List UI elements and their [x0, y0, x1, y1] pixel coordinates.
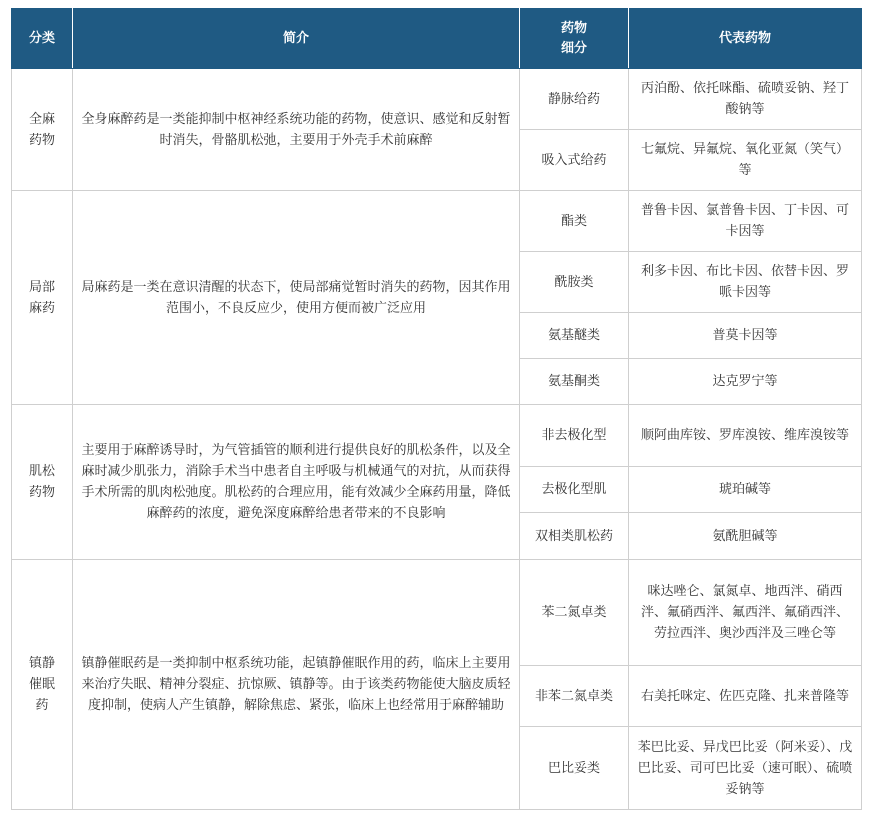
- subdivision-cell: 双相类肌松药: [520, 513, 629, 560]
- subdivision-cell: 氨基酮类: [520, 359, 629, 405]
- category-cell: 肌松 药物: [12, 405, 73, 560]
- header-category: 分类: [12, 9, 73, 69]
- subdivision-cell: 非苯二氮卓类: [520, 666, 629, 727]
- representative-drugs-cell: 苯巴比妥、异戊巴比妥（阿米妥）、戊巴比妥、司可巴比妥（速可眠）、硫喷妥钠等: [629, 727, 862, 810]
- table-row: [12, 560, 862, 666]
- subdivision-cell: 去极化型肌: [520, 467, 629, 513]
- representative-drugs-cell: 琥珀碱等: [629, 467, 862, 513]
- subdivision-cell: 酯类: [520, 191, 629, 252]
- header-representative-drugs: 代表药物: [629, 9, 862, 69]
- subdivision-cell: 非去极化型: [520, 405, 629, 467]
- subdivision-cell: 氨基醚类: [520, 313, 629, 359]
- table-row: [12, 405, 862, 467]
- intro-cell: 主要用于麻醉诱导时，为气管插管的顺利进行提供良好的肌松条件，以及全麻时减少肌张力，消除手术当中患者自主呼吸与机械通气的对抗，从而获得手术所需的肌肉松弛度。肌松药的合理应用，能有效减少全麻药用量，降低麻醉药的浓度，避免深度麻醉给患者带来的不良影响: [73, 405, 520, 560]
- table-row: [12, 191, 862, 252]
- intro-cell: 镇静催眠药是一类抑制中枢系统功能，起镇静催眠作用的药，临床上主要用来治疗失眠、精神分裂症、抗惊厥、镇静等。由于该类药物能使大脑皮质轻度抑制，使病人产生镇静，解除焦虑、紧张，临床上也经常用于麻醉辅助: [73, 560, 520, 810]
- representative-drugs-cell: 咪达唑仑、氯氮卓、地西泮、硝西泮、氟硝西泮、氟西泮、氟硝西泮、劳拉西泮、奥沙西泮及三唑仑等: [629, 560, 862, 666]
- representative-drugs-cell: 利多卡因、布比卡因、依替卡因、罗哌卡因等: [629, 252, 862, 313]
- representative-drugs-cell: 七氟烷、异氟烷、氧化亚氮（笑气）等: [629, 130, 862, 191]
- drug-classification-table: [11, 8, 862, 810]
- table-row: [12, 69, 862, 130]
- representative-drugs-cell: 普莫卡因等: [629, 313, 862, 359]
- subdivision-cell: 酰胺类: [520, 252, 629, 313]
- subdivision-cell: 吸入式给药: [520, 130, 629, 191]
- intro-cell: 全身麻醉药是一类能抑制中枢神经系统功能的药物，使意识、感觉和反射暂时消失，骨骼肌松弛，主要用于外壳手术前麻醉: [73, 69, 520, 191]
- representative-drugs-cell: 丙泊酚、依托咪酯、硫喷妥钠、羟丁酸钠等: [629, 69, 862, 130]
- header-subdivision: 药物 细分: [520, 9, 629, 69]
- intro-cell: 局麻药是一类在意识清醒的状态下，使局部痛觉暂时消失的药物，因其作用范围小，不良反应少，使用方便而被广泛应用: [73, 191, 520, 405]
- header-row: [12, 9, 862, 69]
- subdivision-cell: 苯二氮卓类: [520, 560, 629, 666]
- header-intro: 简介: [73, 9, 520, 69]
- representative-drugs-cell: 顺阿曲库铵、罗库溴铵、维库溴铵等: [629, 405, 862, 467]
- category-cell: 局部 麻药: [12, 191, 73, 405]
- category-cell: 全麻 药物: [12, 69, 73, 191]
- subdivision-cell: 巴比妥类: [520, 727, 629, 810]
- representative-drugs-cell: 右美托咪定、佐匹克隆、扎来普隆等: [629, 666, 862, 727]
- category-cell: 镇静 催眠 药: [12, 560, 73, 810]
- subdivision-cell: 静脉给药: [520, 69, 629, 130]
- representative-drugs-cell: 普鲁卡因、氯普鲁卡因、丁卡因、可卡因等: [629, 191, 862, 252]
- representative-drugs-cell: 氨酰胆碱等: [629, 513, 862, 560]
- representative-drugs-cell: 达克罗宁等: [629, 359, 862, 405]
